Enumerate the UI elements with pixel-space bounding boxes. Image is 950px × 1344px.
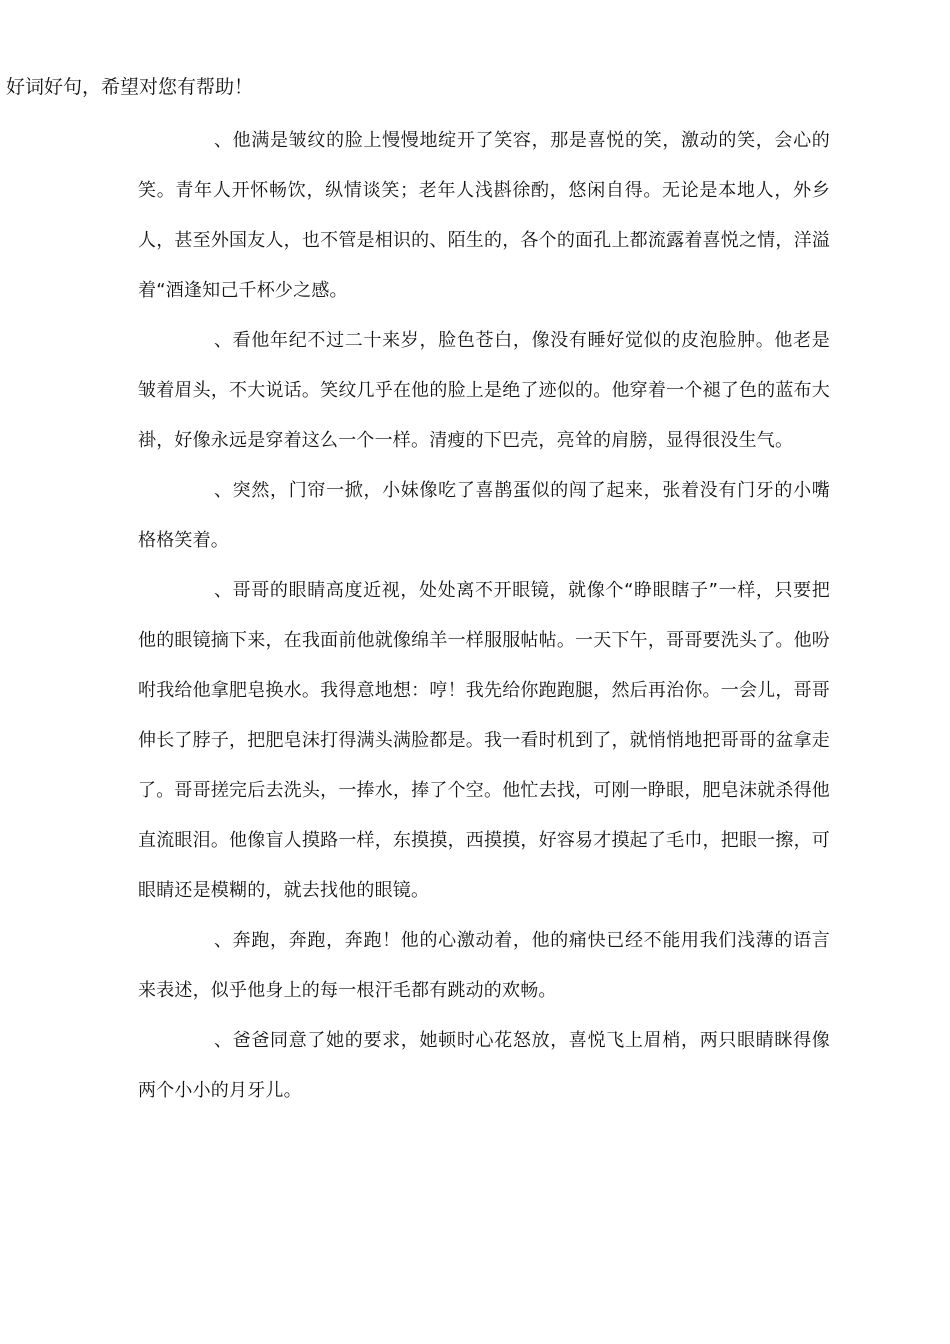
paragraph-5: 、奔跑，奔跑，奔跑！他的心激动着，他的痛快已经不能用我们浅薄的语言来表述，似乎他身上的每一根汗毛都有跳动的欢畅。 xyxy=(138,930,830,1001)
document-body xyxy=(138,116,830,1116)
paragraph-6: 、爸爸同意了她的要求，她顿时心花怒放，喜悦飞上眉梢，两只眼睛眯得像两个小小的月牙儿。 xyxy=(138,1030,830,1101)
paragraph-2: 、看他年纪不过二十来岁，脸色苍白，像没有睡好觉似的皮泡脸肿。他老是皱着眉头，不大说话。笑纹几乎在他的脸上是绝了迹似的。他穿着一个褪了色的蓝布大褂，好像永远是穿着这么一个一样。清瘦的下巴壳，亮耸的肩膀，显得很没生气。 xyxy=(138,330,830,451)
paragraph-3: 、突然，门帘一掀，小妹像吃了喜鹊蛋似的闯了起来，张着没有门牙的小嘴格格笑着。 xyxy=(138,480,830,551)
document-intro: 好词好句，希望对您有帮助！ xyxy=(6,76,254,98)
paragraph-4: 、哥哥的眼睛高度近视，处处离不开眼镜，就像个“睁眼瞎子”一样，只要把他的眼镜摘下来，在我面前他就像绵羊一样服服帖帖。一天下午，哥哥要洗头了。他吩咐我给他拿肥皂换水。我得意地想：哼！我先给你跑跑腿，然后再治你。一会儿，哥哥伸长了脖子，把肥皂沫打得满头满脸都是。我一看时机到了，就悄悄地把哥哥的盆拿走了。哥哥搓完后去洗头，一捧水，捧了个空。他忙去找，可刚一睁眼，肥皂沫就杀得他直流眼泪。他像盲人摸路一样，东摸摸，西摸摸，好容易才摸起了毛巾，把眼一擦，可眼睛还是模糊的，就去找他的眼镜。 xyxy=(138,580,830,901)
paragraph-1: 、他满是皱纹的脸上慢慢地绽开了笑容，那是喜悦的笑，激动的笑，会心的笑。青年人开怀畅饮，纵情谈笑；老年人浅斟徐酌，悠闲自得。无论是本地人，外乡人，甚至外国友人，也不管是相识的、陌生的，各个的面孔上都流露着喜悦之情，洋溢着“酒逢知己千杯少之感。 xyxy=(138,130,830,301)
